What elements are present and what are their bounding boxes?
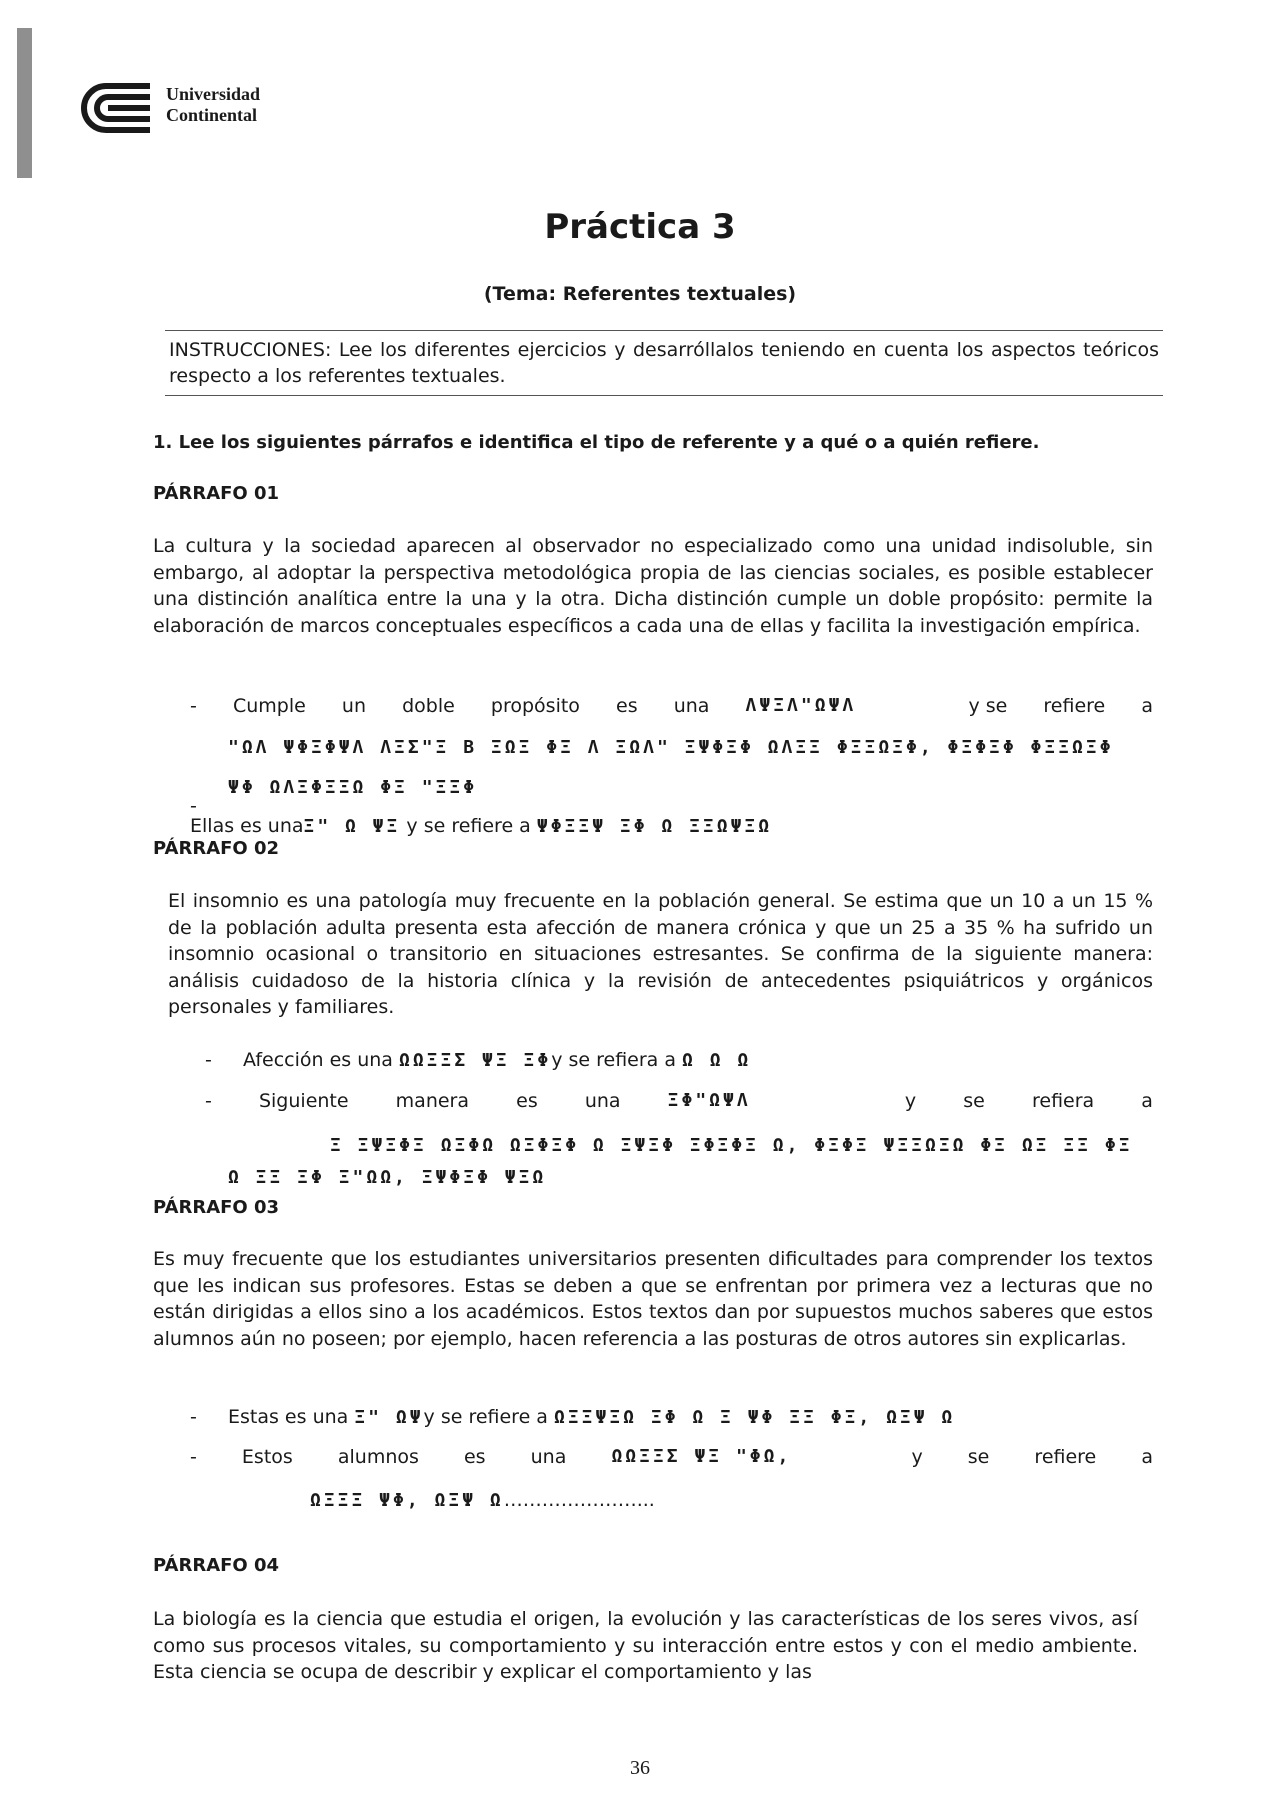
bullet-text: y se refiere a [406, 815, 531, 837]
answer-garbled: Ω Ω Ω [682, 1050, 752, 1071]
answer-garbled: ΩΞΞΞ ΨΦ, ΩΞΨ Ω [310, 1490, 504, 1511]
word: un [341, 695, 366, 717]
bullet-text: Ellas es una [190, 815, 304, 837]
dash: - [190, 1446, 197, 1468]
word: Cumple [232, 695, 306, 717]
left-margin-bar [17, 28, 32, 178]
answer-garbled: ΨΦΞΞΨ ΞΦ Ω ΞΞΩΨΞΩ [536, 816, 773, 837]
word: es [616, 695, 638, 717]
word: y se [968, 695, 1008, 717]
bullet-line [190, 693, 1153, 719]
word: una [673, 695, 710, 717]
word: a [1141, 1446, 1153, 1468]
word: alumnos [337, 1446, 419, 1468]
word: se [963, 1090, 985, 1112]
word: a [1141, 1090, 1153, 1112]
word: y [904, 1090, 917, 1112]
paragraph-03-text: Es muy frecuente que los estudiantes universitarios presenten dificultades para comprender los textos que les indican sus profesores. Estas se deben a que se enfrentan por primera vez a lecturas que no están dirigidas a ellos sino a los académicos. Estos textos dan por supuestos muchos saberes que estos alumnos aún no poseen; por ejemplo, hacen referencia a las posturas de otros autores sin explicarlas. [153, 1248, 1153, 1350]
paragraph-04-heading: PÁRRAFO 04 [153, 1555, 280, 1576]
bullet-text: y se refiere a [423, 1406, 548, 1428]
paragraph-02-answer-line-2: Ξ ΞΨΞΦΞ ΩΞΦΩ ΩΞΦΞΦ Ω ΞΨΞΦ ΞΦΞΦΞ Ω, ΦΞΦΞ ΨΞΞΩΞΩ ΦΞ ΩΞ ΞΞ ΦΞ [330, 1135, 1133, 1156]
answer-garbled: Ξ" Ω ΨΞ [303, 816, 401, 837]
paragraph-01-text: La cultura y la sociedad aparecen al observador no especializado como una unidad indisoluble, sin embargo, al adoptar la perspectiva metodológica propia de las ciencias sociales, es posible establecer una distinción analítica entre la una y la otra. Dicha distinción cumple un doble propósito: permite la elaboración de marcos conceptuales específicos a cada una de ellas y facilita la investigación empírica. [153, 535, 1153, 637]
paragraph-03-answer-line-2 [310, 1487, 655, 1514]
paragraph-01-bullet-1 [190, 693, 1153, 719]
logo-emblem-icon [80, 80, 152, 136]
logo-line-1: Universidad [166, 84, 261, 104]
paragraph-03-bullet-2 [190, 1444, 1153, 1470]
answer-dots: …………………... [503, 1489, 655, 1511]
word: a [1141, 695, 1153, 717]
word: y [911, 1446, 923, 1468]
spacer [892, 693, 932, 719]
paragraph-03-bullet-1 [190, 1404, 1153, 1431]
paragraph-02-text: El insomnio es una patología muy frecuente en la población general. Se estima que un 10 a un 15 % de la población adulta presenta esta afección de manera crónica y que un 25 a 35 % ha sufrido un insomnio ocasional o transitorio en situaciones estresantes. Se confirma de la siguiente manera: análisis cuidadoso de la historia clínica y la revisión de antecedentes psiquiátricos y orgánicos personales y familiares. [168, 890, 1153, 1018]
word: refiere [1034, 1446, 1097, 1468]
paragraph-04-text: La biología es la ciencia que estudia el origen, la evolución y las características de los seres vivos, así como sus procesos vitales, su comportamiento y su interacción entre estos y con el medio ambiente. Esta ciencia se ocupa de describir y explicar el comportamiento y las [153, 1608, 1138, 1683]
answer-garbled: Ξ" ΩΨ [354, 1407, 424, 1428]
word: es [516, 1090, 538, 1112]
bullet-text: Estas es una [228, 1406, 349, 1428]
word: se [967, 1446, 990, 1468]
instructions-text: INSTRUCCIONES: Lee los diferentes ejercicios y desarróllalos teniendo en cuenta los aspectos teóricos respecto a los referentes textuales. [169, 339, 1159, 387]
answer-garbled: ΩΩΞΞΣ ΨΞ "ΦΩ, [611, 1446, 792, 1467]
paragraph-02-bullet-2 [205, 1088, 1153, 1114]
question-1: 1. Lee los siguientes párrafos e identifica el tipo de referente y a qué o a quién refiere. [153, 432, 1040, 453]
word: doble [402, 695, 455, 717]
answer-garbled: ΛΨΞΛ"ΩΨΛ [745, 695, 857, 716]
paragraph-02-heading: PÁRRAFO 02 [153, 838, 280, 859]
word: es [463, 1446, 486, 1468]
logo-line-2: Continental [166, 105, 258, 125]
dash: - [190, 795, 197, 817]
paragraph-02-answer-line-3: Ω ΞΞ ΞΦ Ξ"ΩΩ, ΞΨΦΞΦ ΨΞΩ [228, 1167, 547, 1188]
spacer [836, 1444, 866, 1470]
university-logo [80, 80, 280, 140]
word: Estos [241, 1446, 293, 1468]
word: una [584, 1090, 621, 1112]
paragraph-01-bullet-2 [190, 813, 772, 840]
dash: - [190, 695, 197, 717]
page-number: 36 [630, 1757, 650, 1779]
bullet-line [190, 1444, 1153, 1470]
word: Siguiente [258, 1090, 349, 1112]
page-subtitle: (Tema: Referentes textuales) [483, 283, 797, 305]
word: manera [395, 1090, 470, 1112]
bullet-text: Afección es una [243, 1049, 393, 1071]
word: refiera [1031, 1090, 1095, 1112]
paragraph-01-answer-line-3: ΨΦ ΩΛΞΦΞΞΩ ΦΞ "ΞΞΦ [228, 777, 478, 798]
paragraph-01-heading: PÁRRAFO 01 [153, 483, 280, 504]
spacer [798, 1088, 858, 1114]
answer-garbled: ΞΦ"ΩΨΛ [667, 1090, 751, 1111]
paragraph-01-answer-line-2: "ΩΛ ΨΦΞΦΨΛ ΛΞΣ"Ξ Β ΞΩΞ ΦΞ Λ ΞΩΛ" ΞΨΦΞΦ ΩΛΞΞ ΦΞΞΩΞΦ, ΦΞΦΞΦ ΦΞΞΩΞΦ [228, 737, 1114, 758]
word: refiere [1043, 695, 1106, 717]
bullet-line [205, 1088, 1153, 1114]
dash: - [205, 1049, 212, 1071]
logo-wordmark [166, 84, 260, 126]
dash: - [205, 1090, 212, 1112]
paragraph-03-heading: PÁRRAFO 03 [153, 1197, 280, 1218]
page-title: Práctica 3 [544, 207, 736, 247]
word: propósito [490, 695, 580, 717]
bullet-text: y se refiera a [551, 1049, 676, 1071]
instructions-box [165, 330, 1163, 396]
word: una [530, 1446, 567, 1468]
dash: - [190, 1406, 197, 1428]
answer-garbled: ΩΩΞΞΣ ΨΞ ΞΦ [398, 1050, 552, 1071]
answer-garbled: ΩΞΞΨΞΩ ΞΦ Ω Ξ ΨΦ ΞΞ ΦΞ, ΩΞΨ Ω [554, 1407, 956, 1428]
paragraph-02-bullet-1 [205, 1047, 751, 1074]
